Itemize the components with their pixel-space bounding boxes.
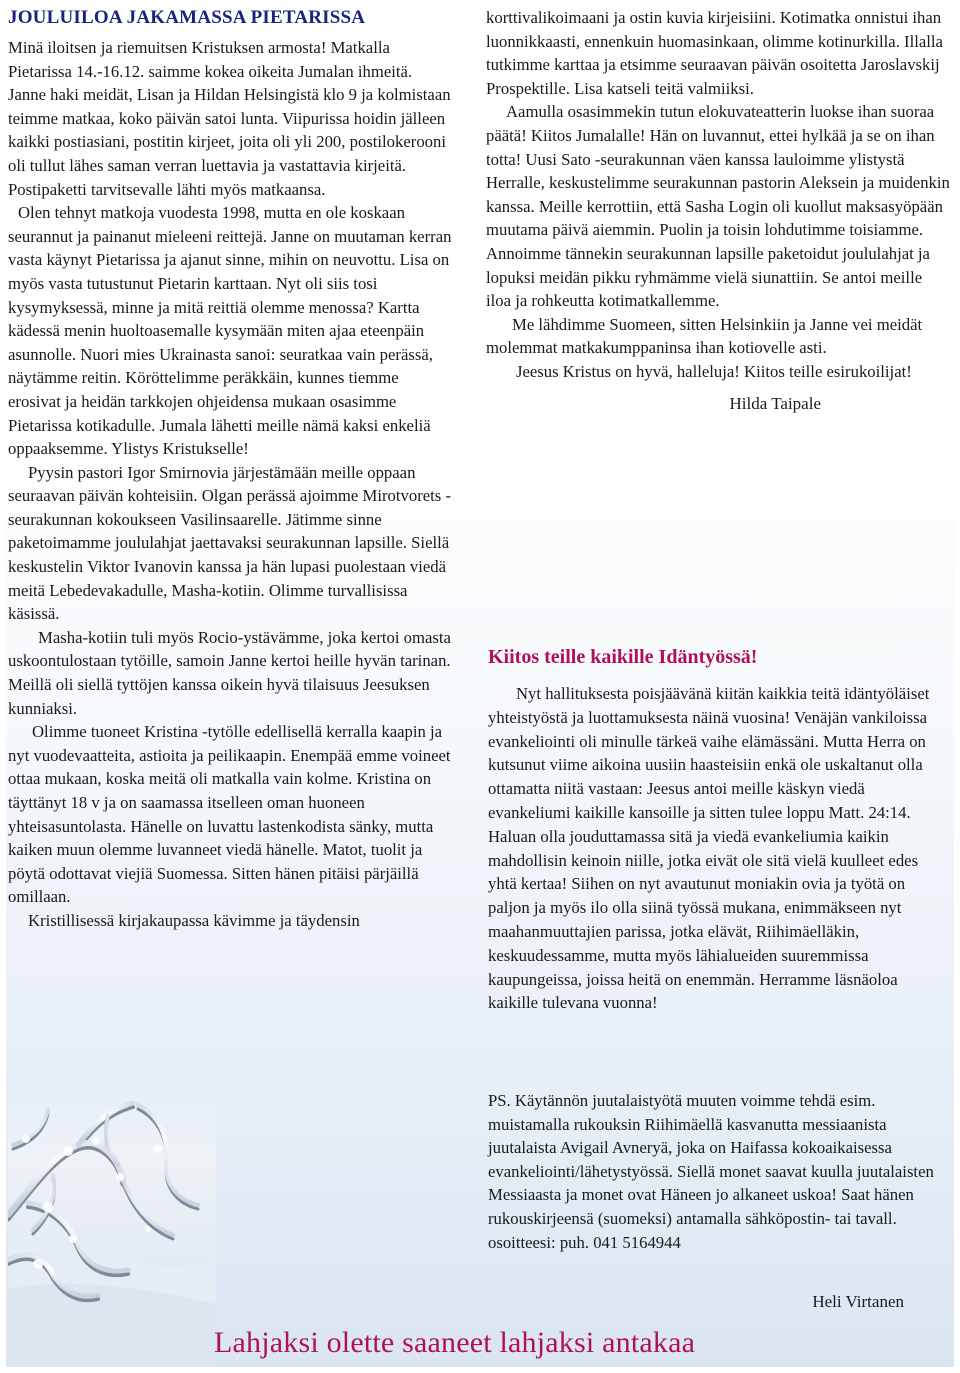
article-body (8, 36, 452, 933)
snowy-branches-photo (8, 1089, 216, 1367)
article-paragraph: korttivalikoimaani ja ostin kuvia kirjeisiini. Kotimatka onnistui ihan luonnikkaasti, ennenkuin huomasinkaan, olimme kotinurkilla. Illalla tutkimme karttaa ja etsimme seuraavan päivän osoitetta Jaroslavskij Prospektille. Lisa katseli teitä valmiiksi. (486, 8, 943, 98)
article-paragraph: Jeesus Kristus on hyvä, halleluja! Kiitos teille esirukoilijat! (516, 361, 912, 381)
right-column (481, 6, 951, 1311)
article-paragraph: Me lähdimme Suomeen, sitten Helsinkiin ja Janne vei meidät molemmat matkakumppaninsa ihan kotiovelle asti. (486, 314, 923, 358)
article-paragraph: Aamulla osasimmekin tutun elokuvateatterin luokse ihan suoraa päätä! Kiitos Jumalalle! Hän on luvannut, ettei hylkää ja se on ihan totta! Uusi Sato -seurakunnan väen kanssa lauloimme ylistystä Herralle, keskustelimme seurakunnan pastorin Aleksein ja muidenkin kanssa. Meille kerrottiin, että Sasha Login oli kuollut maksasyöpään muutama päivä aiemmin. Puolin ja toisin lohdutimme toisiamme. Annoimme tännekin seurakunnan lapsille paketoidut joululahjat ja lopuksi meidän pikku ryhmämme vielä siunattiin. Se antoi meille iloa ja rohkeutta kotimatkallemme. (486, 102, 950, 311)
article-paragraph: Masha-kotiin tuli myös Rocio-ystävämme, joka kertoi omasta uskoontulostaan tytöille, samoin Janne kertoi heille hyvän tarinan. Meillä oli siellä tyttöjen kanssa oikein hyvä tilaisuus Jeesuksen kunniaksi. (8, 627, 451, 718)
postscript-signature: Heli Virtanen (812, 1292, 904, 1311)
article-paragraph: Olimme tuoneet Kristina -tytölle edellisellä kerralla kaapin ja nyt vuodevaatteita, astioita ja peilikaapin. Enempää emme voineet ottaa mukaan, koska meitä oli matkalla vain kolme. Kristina on täyttänyt 18 v ja on saamassa itselleen oman huoneen yhteisasuntolasta. Hänelle on luvattu lastenkodista sänky, mutta kaiken muun olemme luvanneet viedä hänelle. Matot, tuolit ja pöytä odottavat viejiä Suomessa. Sitten hänen pitäisi pärjäillä omillaan. (8, 722, 451, 907)
article-continuation (481, 6, 951, 384)
thanks-heading: Kiitos teille kaikille Idäntyössä! (488, 646, 758, 668)
postscript: PS. Käytännön juutalaistyötä muuten voimme tehdä esim. muistamalla rukouksin Riihimäellä kasvanutta messiaanista juutalaista Avigail Avneryä, joka on Haifassa kokoaikaisessa evankeliointi/lähetystyössä. Siellä monet saavat kuulla juutalaisten Messiaasta ja monet ovat Häneen jo alkaneet uskoa! Saat hänen rukouskirjeensä (suomeksi) antamalla sähköpostin- tai tavall. osoitteesi: puh. 041 5164944 (488, 1091, 934, 1252)
article-paragraph: Kristillisessä kirjakaupassa kävimme ja täydensin (28, 910, 360, 930)
article-paragraph: Minä iloitsen ja riemuitsen Kristuksen armosta! Matkalla Pietarissa 14.-16.12. saimme kokea oikeita Jumalan ihmeitä. Janne haki meidät, Lisan ja Hildan Helsingistä klo 9 ja kolmistaan teimme matkaa, koko päivän satoi lunta. Viipurissa hoidin jälleen kaikki postiasiani, postitin kirjeet, joita oli yli 200, postilokerooni oli tullut lähes saman verran luettavia ja vastattavia kirjeitä. Postipaketti tarvitsevalle lähti myös matkaansa. (8, 38, 451, 199)
thanks-body: Nyt hallituksesta poisjäävänä kiitän kaikkia teitä idäntyöläiset yhteistyöstä ja luottamuksesta näinä vuosina! Venäjän vankiloissa evankeliointi oli minulle tärkeä vaihe elämässäni. Mutta Herra on kutsunut viime aikoina uusiin haasteisiin enkä ole uskaltanut olla ottamatta niitä vastaan: Jeesus antoi meille käskyn viedä evankeliumi kaikille kansoille ja sitten tulee loppu Matt. 24:14. Haluan olla jouduttamassa sitä ja viedä evankeliumia kaikin mahdollisin keinoin niille, jotka eivät ole sitä vielä kuulleet edes yhtä kertaa! Siihen on nyt avautunut moniakin ovia ja työtä on paljon ja myös ilo olla siinä työssä mukana, enimmäkseen nyt maahanmuuttajien parissa, jotka elävät, Riihimäelläkin, keskuudessamme, mutta myös lähialueiden suuremmissa kaupungeissa, joissa heitä on enemmän. Herramme läsnäoloa kaikille tulevana vuonna! (488, 684, 930, 1013)
article-paragraph: Olen tehnyt matkoja vuodesta 1998, mutta en ole koskaan seurannut ja painanut mieleeni reittejä. Janne on muutaman kerran vasta käynyt Pietarissa ja ajanut sinne, mihin on neuvottu. Lisa on myös vasta tutustunut Pietarin karttaan. Nyt oli siis tosi kysymyksessä, minne ja mitä reittiä olemme menossa? Kartta kädessä menin huoltoasemalle kysymään miten ajaa eteenpäin asunnolle. Nuori mies Ukrainasta sanoi: seuratkaa vain perässä, näytämme reitin. Köröttelimme peräkkäin, kunnes tiemme erosivat ja heidän tarkkojen ohjeidensa mukaan osasimme Pietarissa kotikadulle. Jumala lähetti meille nämä kaksi enkeliä oppaaksemme. Ylistys Kristukselle! (8, 203, 452, 459)
article-paragraph: Pyysin pastori Igor Smirnovia järjestämään meille oppaan seuraavan päivän kohteisiin. Olgan perässä ajoimme Mirotvorets -seurakunnan kokoukseen Vasilinsaarelle. Jätimme sinne paketoimamme joululahjat jaettavaksi seurakunnan lapsille. Siellä keskustelin Viktor Ivanovin kanssa ja hän lupasi puolestaan viedä meitä Lebedevakadulle, Masha-kotiin. Olimme turvallisissa käsissä. (8, 462, 452, 624)
newsletter-page (6, 6, 954, 1367)
left-column (8, 6, 452, 933)
footer-motto: Lahjaksi olette saaneet lahjaksi antakaa (214, 1326, 696, 1359)
article-title: JOULUILOA JAKAMASSA PIETARISSA (8, 7, 366, 28)
article-signature: Hilda Taipale (729, 393, 821, 413)
